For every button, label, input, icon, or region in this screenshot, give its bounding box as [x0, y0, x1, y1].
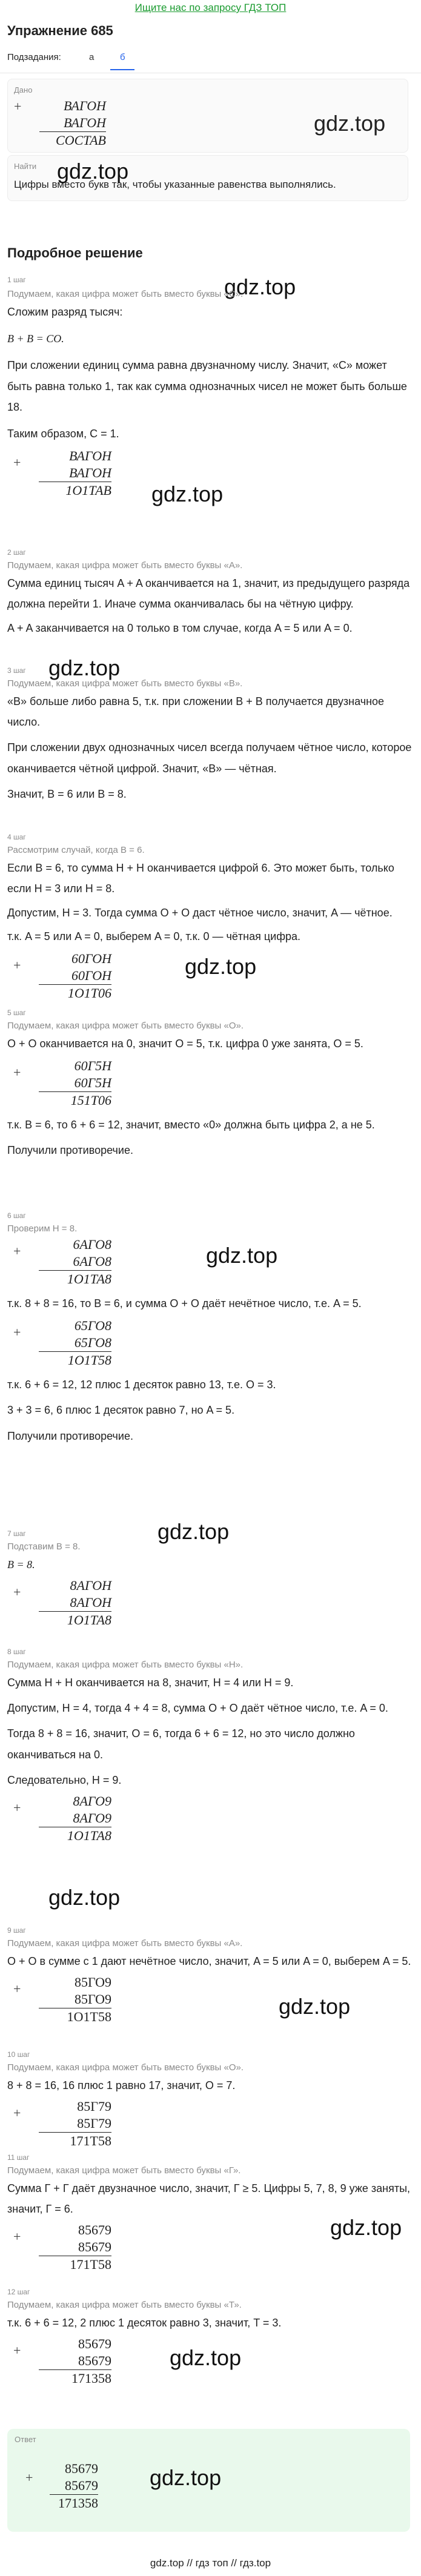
column-row: 65ГО8 — [74, 1318, 111, 1334]
tab-subtask-a[interactable]: а — [89, 52, 94, 62]
step-text: 8 + 8 = 16, 16 плюс 1 равно 17, значит, O = 7. — [7, 2079, 236, 2091]
given-column — [39, 98, 106, 149]
step-text: Получили противоречие. — [7, 1144, 133, 1157]
plus-sign: + — [13, 1065, 21, 1081]
plus-sign: + — [14, 99, 22, 114]
column-addition — [39, 950, 111, 1002]
column-result: 1О1ТА8 — [67, 1827, 111, 1843]
step-header: 11 шаг — [7, 2153, 30, 2162]
page-title: Упражнение 685 — [7, 23, 113, 38]
step-text: Сложим разряд тысяч: — [7, 306, 123, 318]
step-text: Допустим, H = 4, тогда 4 + 4 = 8, сумма O + O даёт чётное число, т.е. A = 0. — [7, 1702, 388, 1715]
solution-title: Подробное решение — [7, 245, 143, 260]
answer-label: Ответ — [15, 2435, 36, 2444]
step-lead: Подумаем, какая цифра может быть вместо буквы «С». — [7, 289, 244, 299]
column-row: 85679 — [39, 2353, 111, 2370]
column-row: 65ГО8 — [39, 1334, 111, 1352]
step-text: Тогда 8 + 8 = 16, значит, O = 6, тогда 6 + 6 = 12, но это число должно оканчиваться на 0. — [7, 1727, 355, 1761]
plus-sign: + — [13, 1584, 21, 1600]
column-row: 85679 — [50, 2477, 98, 2495]
step-lead: Подумаем, какая цифра может быть вместо буквы «В». — [7, 678, 243, 689]
step-text: «В» больше либо равна 5, т.к. при сложении B + B получается двузначное число. — [7, 695, 385, 729]
step-header: 7 шаг — [7, 1529, 26, 1538]
watermark: gdz.top — [330, 2215, 402, 2240]
step-text: B = 8. — [7, 1558, 35, 1571]
step-lead: Рассмотрим случай, когда B = 6. — [7, 845, 145, 855]
watermark: gdz.top — [48, 655, 121, 680]
column-row: ВАГОН — [68, 448, 111, 464]
step-1 — [7, 276, 413, 502]
step-lead: Подумаем, какая цифра может быть вместо буквы «Г». — [7, 2165, 241, 2176]
watermark: gdz.top — [206, 1243, 278, 1268]
column-row: 60ГОН — [39, 967, 111, 985]
step-header: 10 шаг — [7, 2050, 30, 2059]
step-8 — [7, 1647, 413, 1847]
footer-links[interactable]: gdz.top // гдз топ // гдз.top — [150, 2557, 271, 2569]
step-header: 2 шаг — [7, 548, 26, 557]
step-9 — [7, 1926, 413, 2028]
column-addition — [39, 1974, 111, 2025]
step-lead: Подумаем, какая цифра может быть вместо буквы «О». — [7, 1021, 244, 1031]
step-lead: Подставим B = 8. — [7, 1541, 81, 1552]
column-row: 85Г79 — [77, 2099, 111, 2114]
column-row: 8АГОН — [39, 1594, 111, 1612]
column-addition — [39, 1793, 111, 1844]
watermark: gdz.top — [157, 1519, 230, 1544]
step-text: 3 + 3 = 6, 6 плюс 1 десяток равно 7, но A = 5. — [7, 1404, 235, 1417]
step-header: 9 шаг — [7, 1926, 26, 1935]
step-text: A + A заканчивается на 0 только в том случае, когда A = 5 или A = 0. — [7, 622, 353, 635]
column-result: 1О1Т06 — [67, 985, 111, 1001]
step-text: При сложении двух однозначных чисел всегда получаем чётное число, которое оканчивается чётной цифрой. Значит, «В» — чётная. — [7, 741, 412, 775]
column-addition — [39, 1236, 111, 1288]
tab-subtask-b[interactable]: б — [120, 52, 125, 62]
plus-sign: + — [13, 2343, 21, 2359]
plus-sign: + — [13, 1800, 21, 1815]
watermark: gdz.top — [170, 2345, 242, 2370]
column-result: 171Т58 — [70, 2257, 111, 2273]
watermark: gdz.top — [57, 159, 129, 184]
column-row: 60Г5Н — [74, 1058, 111, 1074]
column-result: 1О1ТА8 — [67, 1271, 111, 1286]
plus-sign: + — [13, 1325, 21, 1340]
column-row: 8АГО9 — [73, 1793, 111, 1809]
step-2 — [7, 548, 413, 639]
column-row: 85679 — [39, 2239, 111, 2256]
step-7 — [7, 1529, 413, 1632]
step-text: При сложении единиц сумма равна двузначному числу. Значит, «С» может быть равна только 1, так как сумма однозначных чисел не может быть больше 18. — [7, 359, 407, 413]
step-lead: Проверим H = 8. — [7, 1223, 78, 1234]
column-row: 85679 — [78, 2336, 111, 2352]
step-equation: B + B = CO. — [7, 333, 64, 345]
step-text: Сумма единиц тысяч A + A оканчивается на 1, значит, из предыдущего разряда должна перейти 1. Иначе сумма оканчивалась бы на чётную цифру. — [7, 577, 410, 611]
column-result: 171Т58 — [70, 2133, 111, 2149]
column-addition — [39, 1058, 111, 1109]
column-row: 85Г79 — [39, 2115, 111, 2133]
step-header: 1 шаг — [7, 276, 26, 284]
subtasks-bar — [7, 50, 419, 70]
watermark: gdz.top — [150, 2465, 222, 2490]
answer-box — [7, 2429, 410, 2532]
column-row: 85679 — [78, 2222, 111, 2238]
step-text: Значит, B = 6 или B = 8. — [7, 787, 127, 800]
plus-sign: + — [25, 2470, 33, 2485]
given-label: Дано — [14, 85, 33, 94]
step-text: Если B = 6, то сумма H + H оканчивается цифрой 6. Это может быть, только если H = 3 или H = 8. — [7, 862, 394, 895]
watermark: gdz.top — [314, 111, 386, 136]
column-result: 151Т06 — [70, 1093, 111, 1108]
top-link[interactable]: Ищите нас по запросу ГДЗ ТОП — [134, 2, 287, 13]
watermark: gdz.top — [185, 954, 257, 979]
column-result: 1О1Т58 — [67, 2009, 111, 2025]
plus-sign: + — [13, 1243, 21, 1259]
step-text: т.к. B = 6, то 6 + 6 = 12, значит, вместо «0» должна быть цифра 2, а не 5. — [7, 1119, 375, 1131]
find-label: Найти — [14, 162, 37, 171]
step-text: т.к. 6 + 6 = 12, 12 плюс 1 десяток равно 13, т.е. O = 3. — [7, 1379, 276, 1391]
step-lead: Подумаем, какая цифра может быть вместо буквы «О». — [7, 2062, 244, 2073]
step-5 — [7, 1008, 413, 1161]
column-row: 8АГОН — [70, 1578, 111, 1594]
column-row: 85679 — [65, 2461, 98, 2476]
step-text: т.к. A = 5 или A = 0, выберем A = 0, т.к. 0 — чётная цифра. — [7, 930, 301, 942]
step-text: Сумма Г + Г даёт двузначное число, значит, Г ≥ 5. Цифры 5, 7, 8, 9 уже заняты, значит, Г = 6. — [7, 2182, 411, 2216]
watermark: gdz.top — [151, 482, 224, 506]
step-12 — [7, 2288, 413, 2390]
column-result: 171358 — [71, 2371, 111, 2386]
column-result: 1О1Т58 — [67, 1353, 111, 1368]
column-row: 6АГО8 — [73, 1237, 111, 1252]
step-text: Получили противоречие. — [7, 1429, 133, 1442]
column-addition — [39, 2336, 111, 2387]
plus-sign: + — [13, 1981, 21, 1997]
step-text: т.к. 8 + 8 = 16, то B = 6, и сумма O + O даёт нечётное число, т.е. A = 5. — [7, 1297, 362, 1310]
column-row: 8АГО9 — [39, 1810, 111, 1827]
step-header: 6 шаг — [7, 1211, 26, 1220]
column-row: 60Г5Н — [39, 1074, 111, 1092]
step-3 — [7, 666, 413, 804]
column-addition — [39, 2222, 111, 2273]
column-addition — [39, 1317, 111, 1369]
answer-column — [50, 2460, 98, 2512]
column-addition — [39, 2098, 111, 2150]
column-result: 171358 — [58, 2495, 98, 2511]
step-text: O + O оканчивается на 0, значит O = 5, т.к. цифра 0 уже занята, O = 5. — [7, 1038, 363, 1050]
column-row: ВАГОН — [39, 465, 111, 482]
step-text: Таким образом, C = 1. — [7, 427, 119, 440]
step-lead: Подумаем, какая цифра может быть вместо буквы «Н». — [7, 1660, 244, 1670]
watermark: gdz.top — [48, 1885, 121, 1910]
watermark: gdz.top — [224, 274, 296, 299]
column-row: 60ГОН — [71, 950, 111, 966]
column-addition — [39, 448, 111, 499]
step-text: Следовательно, H = 9. — [7, 1773, 122, 1786]
plus-sign: + — [13, 957, 21, 973]
step-header: 5 шаг — [7, 1008, 26, 1017]
step-header: 12 шаг — [7, 2288, 30, 2296]
column-row: 85ГО9 — [74, 1975, 111, 1990]
column-row: 85ГО9 — [39, 1991, 111, 2008]
step-10 — [7, 2050, 413, 2153]
plus-sign: + — [13, 2229, 21, 2245]
column-result: СОСТАВ — [56, 133, 106, 148]
step-header: 8 шаг — [7, 1647, 26, 1656]
step-lead: Подумаем, какая цифра может быть вместо буквы «А». — [7, 560, 243, 571]
step-lead: Подумаем, какая цифра может быть вместо буквы «А». — [7, 1938, 243, 1949]
step-lead: Подумаем, какая цифра может быть вместо буквы «Т». — [7, 2300, 242, 2310]
column-row: ВАГОН — [63, 98, 106, 113]
step-text: Сумма H + H оканчивается на 8, значит, H = 4 или H = 9. — [7, 1677, 294, 1689]
given-box — [7, 79, 408, 153]
step-text: т.к. 6 + 6 = 12, 2 плюс 1 десяток равно 3, значит, T = 3. — [7, 2317, 282, 2329]
plus-sign: + — [13, 455, 21, 471]
step-header: 4 шаг — [7, 833, 26, 841]
watermark: gdz.top — [279, 1994, 351, 2019]
column-row: 6АГО8 — [39, 1253, 111, 1271]
column-addition — [39, 1577, 111, 1629]
step-text: O + O в сумме с 1 дают нечётное число, значит, A = 5 или A = 0, выберем A = 5. — [7, 1955, 411, 1967]
tab-subtask-b-underline — [110, 69, 134, 70]
column-row: ВАГОН — [39, 114, 106, 132]
plus-sign: + — [13, 2105, 21, 2121]
step-header: 3 шаг — [7, 666, 26, 675]
step-text: Допустим, H = 3. Тогда сумма O + O даст чётное число, значит, A — чётное. — [7, 907, 393, 919]
column-result: 1О1ТАВ — [65, 483, 111, 498]
find-text: Цифры вместо букв так, чтобы указанные равенства выполнялись. — [14, 179, 336, 190]
subtasks-label: Подзадания: — [7, 52, 61, 62]
column-result: 1О1ТА8 — [67, 1612, 111, 1628]
